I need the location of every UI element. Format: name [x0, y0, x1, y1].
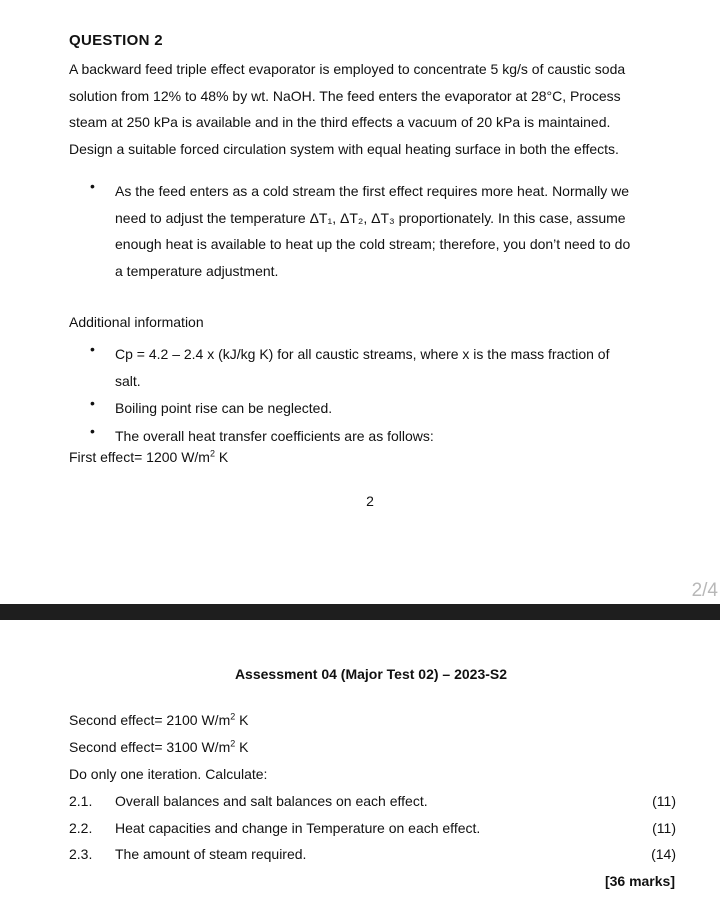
task-marks: (11)	[652, 793, 676, 809]
unit-exponent: 2	[230, 711, 236, 722]
first-effect-label: First effect= 1200 W/m	[69, 449, 210, 465]
bpr-text: Boiling point rise can be neglected.	[115, 400, 333, 416]
question-paragraph	[69, 56, 681, 162]
task-number: 2.3.	[69, 846, 93, 862]
total-marks: [36 marks]	[604, 873, 675, 889]
task-number: 2.2.	[69, 820, 93, 836]
first-effect-value	[69, 449, 228, 465]
bullet-line: a temperature adjustment.	[115, 262, 279, 279]
unit-tail: K	[214, 449, 229, 465]
paragraph-line: steam at 250 kPa is available and in the third effects a vacuum of 20 kPa is maintained.	[69, 114, 611, 130]
bullet-line: need to adjust the temperature ΔT₁, ΔT₂, ΔT₃ proportionately. In this case, assume	[115, 209, 626, 226]
bullet-dot-icon: •	[90, 341, 95, 357]
paragraph-line: A backward feed triple effect evaporator is employed to concentrate 5 kg/s of caustic soda	[69, 61, 626, 77]
unit-tail: K	[235, 739, 249, 755]
paragraph-line: solution from 12% to 48% by wt. NaOH. The feed enters the evaporator at 28°C, Process	[69, 87, 621, 104]
bullet-text	[115, 178, 680, 284]
task-description: Heat capacities and change in Temperature on each effect.	[115, 820, 481, 836]
task-marks: (11)	[652, 820, 676, 836]
instruction-text: Do only one iteration. Calculate:	[69, 766, 268, 782]
second-effect-value-2	[69, 739, 248, 755]
page-counter: 2/4	[691, 580, 718, 601]
task-marks: (14)	[651, 846, 676, 862]
bullet-text	[115, 423, 680, 450]
bullet-line: enough heat is available to heat up the cold stream; therefore, you don’t need to do	[115, 236, 631, 252]
bullet-text	[115, 395, 680, 422]
task-number: 2.1.	[69, 793, 93, 809]
second-effect-value-1	[69, 712, 248, 728]
bullet-dot-icon: •	[90, 423, 95, 439]
question-title: QUESTION 2	[69, 32, 163, 49]
page-divider	[0, 604, 720, 620]
unit-exponent: 2	[230, 738, 236, 749]
second-effect-label: Second effect= 2100 W/m	[69, 712, 231, 728]
unit-tail: K	[235, 712, 249, 728]
paragraph-line: Design a suitable forced circulation system with equal heating surface in both the effects.	[69, 140, 619, 157]
cp-formula: Cp = 4.2 – 2.4 x (kJ/kg K) for all caustic streams, where x is the mass fraction of	[115, 346, 610, 362]
cp-formula-cont: salt.	[115, 372, 141, 389]
htc-intro: The overall heat transfer coefficients are as follows:	[115, 428, 434, 444]
bullet-dot-icon: •	[90, 395, 95, 411]
bullet-line: As the feed enters as a cold stream the first effect requires more heat. Normally we	[115, 183, 630, 199]
additional-info-heading: Additional information	[69, 314, 204, 330]
unit-exponent: 2	[209, 448, 215, 459]
page-number: 2	[366, 493, 374, 509]
task-description: The amount of steam required.	[115, 846, 307, 862]
bullet-text	[115, 341, 680, 394]
assessment-header: Assessment 04 (Major Test 02) – 2023-S2	[234, 666, 508, 682]
second-effect-label: Second effect= 3100 W/m	[69, 739, 231, 755]
bullet-dot-icon: •	[90, 178, 95, 194]
task-description: Overall balances and salt balances on each effect.	[115, 793, 428, 809]
document-page-3	[0, 620, 720, 917]
